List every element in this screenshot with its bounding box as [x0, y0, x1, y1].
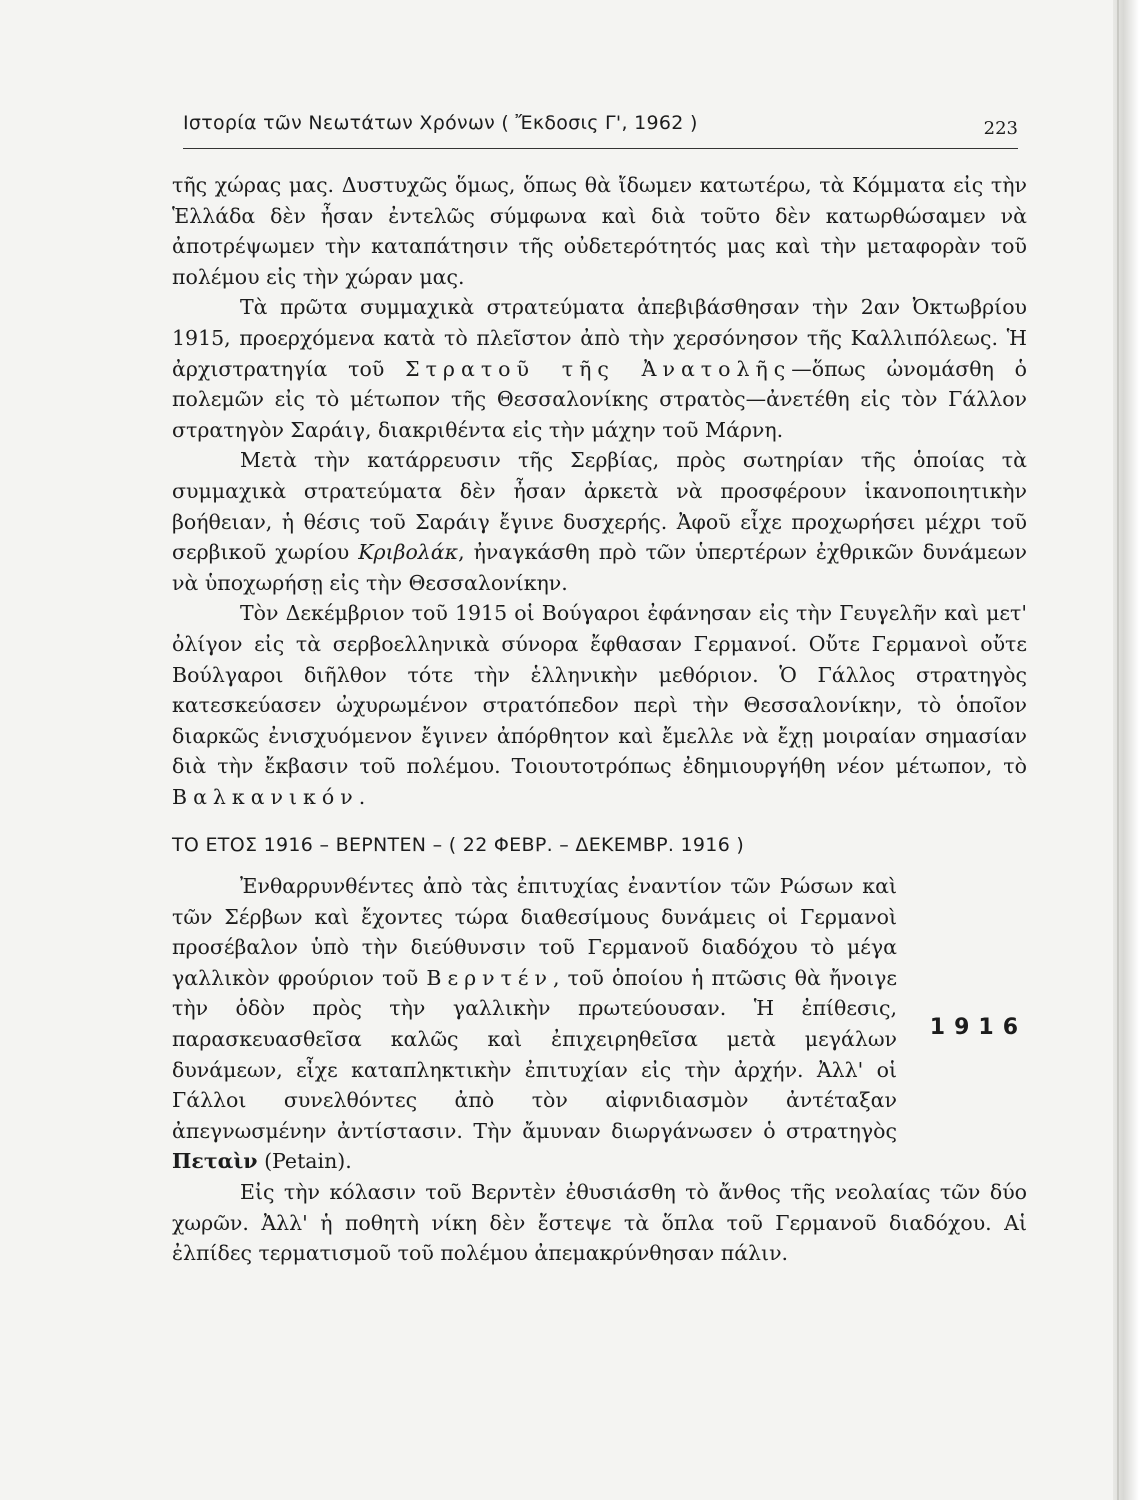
- page-header: [183, 112, 1018, 149]
- year-block: [172, 871, 1027, 1177]
- paragraph-3-text-a: Μετὰ τὴν κατάρρευσιν τῆς Σερβίας, πρὸς σωτηρίαν τῆς ὁποίας τὰ συμμαχικὰ στρατεύματα δὲν ἦσαν ἀρκετὰ νὰ προσφέρουν ἱκανοποιητικὴν βοήθειαν, ἡ θέσις τοῦ Σαράιγ ἔγινε δυσχερής. Ἀφοῦ εἶχε προχωρήσει μέχρι τοῦ σερβικοῦ χωρίου: [172, 448, 1027, 565]
- paragraph-5-bold-term: Πεταὶν: [172, 1149, 258, 1174]
- page-number: 223: [983, 118, 1018, 139]
- paragraph-4-text-a: Τὸν Δεκέμβριον τοῦ 1915 οἱ Βούγαροι ἐφάνησαν εἰς τὴν Γευγελῆν καὶ μετ' ὀλίγον εἰς τὰ σερβοελληνικὰ σύνορα ἔφθασαν Γερμανοί. Οὔτε Γερμανοὶ οὔτε Βούλγαροι διῆλθον τότε τὴν ἑλληνικὴν μεθόριον. Ὁ Γάλλος στρατηγὸς κατεσκεύασεν ὠχυρωμένον στρατόπεδον περὶ τὴν Θεσσαλονίκην, τὸ ὁποῖον διαρκῶς ἐνισχυόμενον ἔγινεν ἀπόρθητον καὶ ἔμελλε νὰ ἔχῃ μοιραίαν σημασίαν διὰ τὴν ἔκβασιν τοῦ πολέμου. Τοιουτοτρόπως ἐδημιουργήθη νέον μέτωπον, τὸ: [172, 601, 1027, 779]
- paragraph-5-spaced-term: Βερντέν: [426, 965, 554, 990]
- running-head: Ιστορία τῶν Νεωτάτων Χρόνων ( Ἔκδοσις Γ', 1962 ): [183, 112, 698, 134]
- paragraph-3: [172, 445, 1027, 598]
- paragraph-5-text-a: Ἐνθαρρυνθέντες ἀπὸ τὰς ἐπιτυχίας ἐναντίον τῶν Ρώσων καὶ τῶν Σέρβων καὶ ἔχοντες τώρα διαθεσίμους δυνάμεις οἱ Γερμανοὶ προσέβαλον ὑπὸ τὴν διεύθυνσιν τοῦ Γερμανοῦ διαδόχου τὸ μέγα γαλλικὸν φρούριον τοῦ: [172, 874, 897, 990]
- paragraph-5-text-c: (Petain).: [257, 1149, 352, 1174]
- paragraph-1-text: τῆς χώρας μας. Δυστυχῶς ὅμως, ὅπως θὰ ἴδωμεν κατωτέρω, τὰ Κόμματα εἰς τὴν Ἑλλάδα δὲν ἦσαν ἐντελῶς σύμφωνα καὶ διὰ τοῦτο δὲν κατωρθώσαμεν νὰ ἀποτρέψωμεν τὴν καταπάτησιν τῆς οὐδετερότητός μας καὶ τὴν μεταφορὰν τοῦ πολέμου εἰς τὴν χώραν μας.: [172, 173, 1027, 289]
- page-edge: [1113, 0, 1139, 1500]
- paragraph-3-italic-term: Κριβολάκ: [358, 540, 459, 565]
- margin-year-marker: 1916: [929, 1015, 1027, 1041]
- paragraph-6: [172, 1177, 1027, 1269]
- paragraph-2-spaced-term: Στρατοῦ τῆς Ἀνατολῆς: [405, 356, 792, 381]
- paragraph-6-text: Εἰς τὴν κόλασιν τοῦ Βερντὲν ἐθυσιάσθη τὸ ἄνθος τῆς νεολαίας τῶν δύο χωρῶν. Ἀλλ' ἡ ποθητὴ νίκη δὲν ἔστεψε τὰ ὅπλα τοῦ Γερμανοῦ διαδόχου. Αἱ ἐλπίδες τερματισμοῦ τοῦ πολέμου ἀπεμακρύνθησαν πάλιν.: [172, 1180, 1027, 1266]
- paragraph-4: [172, 598, 1027, 812]
- paragraph-2: [172, 292, 1027, 445]
- body-text: [172, 170, 1027, 1269]
- paragraph-3-text-b: , ἠναγκάσθη πρὸ τῶν ὑπερτέρων ἐχθρικῶν δυνάμεων νὰ ὑποχωρήσῃ εἰς τὴν Θεσσαλονίκην.: [172, 540, 1027, 595]
- paragraph-1: [172, 170, 1027, 292]
- paragraph-5: [172, 871, 897, 1177]
- section-heading: ΤΟ ΕΤΟΣ 1916 – ΒΕΡΝΤΕΝ – ( 22 ΦΕΒΡ. – ΔΕΚΕΜΒΡ. 1916 ): [172, 834, 745, 857]
- paragraph-4-spaced-term: Βαλκανικόν: [172, 784, 359, 809]
- paragraph-5-text-b: , τοῦ ὁποίου ἡ πτῶσις θὰ ἤνοιγε τὴν ὁδὸν πρὸς τὴν γαλλικὴν πρωτεύουσαν. Ἡ ἐπίθεσις, παρασκευασθεῖσα καλῶς καὶ ἐπιχειρηθεῖσα μετὰ μεγάλων δυνάμεων, εἶχε καταπληκτικὴν ἐπιτυχίαν εἰς τὴν ἀρχήν. Ἀλλ' οἱ Γάλλοι συνελθόντες ἀπὸ τὸν αἰφνιδιασμὸν ἀντέταξαν ἀπεγνωσμένην ἀντίστασιν. Τὴν ἄμυναν διωργάνωσεν ὁ στρατηγὸς: [172, 965, 897, 1143]
- paragraph-2-text-b: —ὅπως ὠνομάσθη ὁ πολεμῶν εἰς τὸ μέτωπον τῆς Θεσσαλονίκης στρατὸς—ἀνετέθη εἰς τὸν Γάλλον στρατηγὸν Σαράιγ, διακριθέντα εἰς τὴν μάχην τοῦ Μάρνη.: [172, 356, 1027, 442]
- paragraph-2-text-a: Τὰ πρῶτα συμμαχικὰ στρατεύματα ἀπεβιβάσθησαν τὴν 2αν Ὀκτωβρίου 1915, προερχόμενα κατὰ τὸ πλεῖστον ἀπὸ τὴν χερσόνησον τῆς Καλλιπόλεως. Ἡ ἀρχιστρατηγία τοῦ: [172, 295, 1027, 381]
- paragraph-4-text-b: .: [358, 784, 366, 809]
